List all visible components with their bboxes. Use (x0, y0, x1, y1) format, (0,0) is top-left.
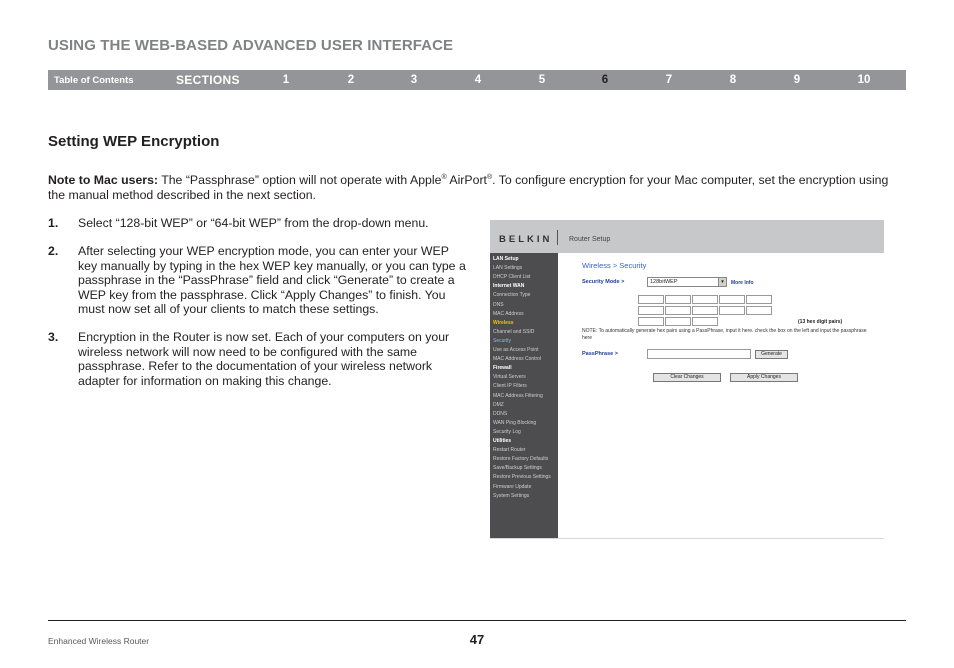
router-sidebar-item[interactable]: WAN Ping Blocking (493, 419, 537, 426)
generate-button[interactable]: Generate (755, 350, 788, 359)
more-info-link[interactable]: More Info (731, 280, 754, 286)
passphrase-label: PassPhrase > (582, 351, 618, 357)
note-text-a: The “Passphrase” option will not operate with Apple (158, 173, 442, 187)
wep-key-field[interactable] (665, 306, 691, 315)
router-sidebar-item[interactable]: MAC Address Control (493, 356, 542, 363)
wireless-security-title: Wireless > Security (582, 261, 647, 270)
wep-key-field[interactable] (665, 317, 691, 326)
nav-section-6[interactable]: 6 (601, 74, 609, 86)
step-item (48, 244, 468, 317)
apply-changes-button[interactable]: Apply Changes (730, 373, 798, 382)
router-sidebar-item[interactable]: Firmware Update (493, 483, 532, 490)
router-sidebar-item[interactable]: Wireless (493, 319, 514, 326)
registered-mark: ® (486, 173, 493, 181)
wep-key-field[interactable] (692, 306, 718, 315)
note-text-b: AirPort (446, 173, 487, 187)
router-sidebar-item[interactable]: Restore Previous Settings (493, 474, 551, 481)
wep-key-field[interactable] (746, 306, 772, 315)
passphrase-note: NOTE: To automatically generate hex pairs using a PassPhrase, input it here. check the box on the left and input the passphrase here (582, 328, 867, 341)
router-sidebar-item[interactable]: System Settings (493, 492, 530, 499)
router-sidebar-item[interactable]: Restore Factory Defaults (493, 456, 549, 463)
note-text-c: . To configure encryption for your Mac computer, set the encryption using the manual method described in the next section. (48, 173, 889, 202)
router-sidebar-item[interactable]: Channel and SSID (493, 328, 535, 335)
nav-section-5[interactable]: 5 (538, 74, 546, 86)
chevron-down-icon[interactable]: ▼ (718, 278, 726, 286)
nav-section-7[interactable]: 7 (665, 74, 673, 86)
router-sidebar-item[interactable]: Virtual Servers (493, 374, 526, 381)
router-sidebar-item: Utilities (493, 438, 512, 444)
section-title: Setting WEP Encryption (48, 133, 220, 150)
router-sidebar-item[interactable]: Security Log (493, 428, 521, 435)
security-mode-label: Security Mode > (582, 279, 625, 285)
footer-product-name: Enhanced Wireless Router (48, 636, 150, 646)
belkin-logo: BELKIN (499, 234, 553, 245)
router-main-panel (558, 253, 884, 539)
table-of-contents-link[interactable]: Table of Contents (54, 75, 134, 86)
security-mode-value: 128bitWEP (650, 279, 678, 285)
clear-changes-button[interactable]: Clear Changes (653, 373, 721, 382)
router-sidebar-item[interactable]: DMZ (493, 401, 504, 408)
wep-key-field[interactable] (665, 295, 691, 304)
step-number: 3. (48, 330, 59, 344)
security-mode-select[interactable] (647, 277, 727, 287)
nav-section-10[interactable]: 10 (857, 74, 871, 86)
router-sidebar-menu (490, 253, 558, 539)
steps-list (48, 216, 468, 402)
page-header-title: USING THE WEB-BASED ADVANCED USER INTERFACE (48, 37, 454, 54)
wep-key-field[interactable] (638, 306, 664, 315)
step-number: 1. (48, 216, 59, 230)
router-sidebar-item: Internet WAN (493, 283, 525, 290)
wep-key-field[interactable] (746, 295, 772, 304)
router-sidebar-item[interactable]: Save/Backup Settings (493, 465, 542, 472)
note-label: Note to Mac users: (48, 173, 159, 187)
router-sidebar-item[interactable]: DHCP Client List (493, 274, 531, 281)
step-text: Encryption in the Router is now set. Each of your computers on your wireless network will now need to be configured with the same passphrase. Refer to the documentation of your wireless network adapter for information on making this change. (78, 330, 450, 388)
router-header-bar (490, 220, 884, 253)
router-sidebar-item[interactable]: Use as Access Point (493, 347, 539, 353)
passphrase-input[interactable] (647, 349, 751, 359)
sections-label: SECTIONS (176, 73, 240, 87)
step-number: 2. (48, 244, 59, 258)
nav-section-8[interactable]: 8 (729, 74, 737, 86)
nav-section-9[interactable]: 9 (793, 74, 801, 86)
router-sidebar-item[interactable]: LAN Settings (493, 265, 523, 272)
nav-section-1[interactable]: 1 (282, 74, 290, 86)
router-sidebar-item[interactable]: Restart Router (493, 447, 526, 454)
router-setup-label: Router Setup (569, 236, 611, 243)
step-text: Select “128-bit WEP” or “64-bit WEP” from the drop-down menu. (78, 216, 429, 230)
router-sidebar-item[interactable]: DDNS (493, 410, 508, 417)
router-sidebar-item[interactable]: Connection Type (493, 292, 531, 299)
wep-key-field[interactable] (692, 295, 718, 304)
nav-section-4[interactable]: 4 (474, 74, 482, 86)
hex-digit-pairs-note: (13 hex digit pairs) (798, 319, 843, 325)
step-item (48, 330, 468, 388)
nav-section-2[interactable]: 2 (347, 74, 355, 86)
step-item (48, 216, 468, 231)
wep-key-field[interactable] (638, 317, 664, 326)
router-sidebar-item: LAN Setup (493, 256, 519, 262)
header-divider (557, 230, 558, 245)
router-sidebar-item[interactable]: Security (493, 337, 512, 344)
nav-section-3[interactable]: 3 (410, 74, 418, 86)
router-sidebar-item[interactable]: DNS (493, 301, 504, 308)
router-sidebar-item[interactable]: Client IP Filters (493, 383, 527, 390)
section-nav-bar (48, 70, 906, 90)
router-sidebar-item[interactable]: MAC Address (493, 310, 524, 317)
wep-key-field[interactable] (638, 295, 664, 304)
page-number: 47 (469, 632, 485, 647)
router-setup-screenshot (490, 220, 884, 539)
router-sidebar-item: Firewall (493, 365, 512, 372)
wep-key-field[interactable] (719, 306, 745, 315)
step-text: After selecting your WEP encryption mode, you can enter your WEP key manually by typing in the hex WEP key manually, or you can type a passphrase in the “PassPhrase” field and click “Generate” to create a WEP key from the passphrase. Click “Apply Changes” to finish. You must now set all of your clients to match these settings. (78, 244, 466, 316)
registered-mark: ® (441, 173, 447, 181)
wep-key-field[interactable] (719, 295, 745, 304)
mac-users-note (48, 173, 908, 202)
footer-rule (48, 620, 906, 621)
router-sidebar-item[interactable]: MAC Address Filtering (493, 392, 543, 399)
wep-key-field[interactable] (692, 317, 718, 326)
